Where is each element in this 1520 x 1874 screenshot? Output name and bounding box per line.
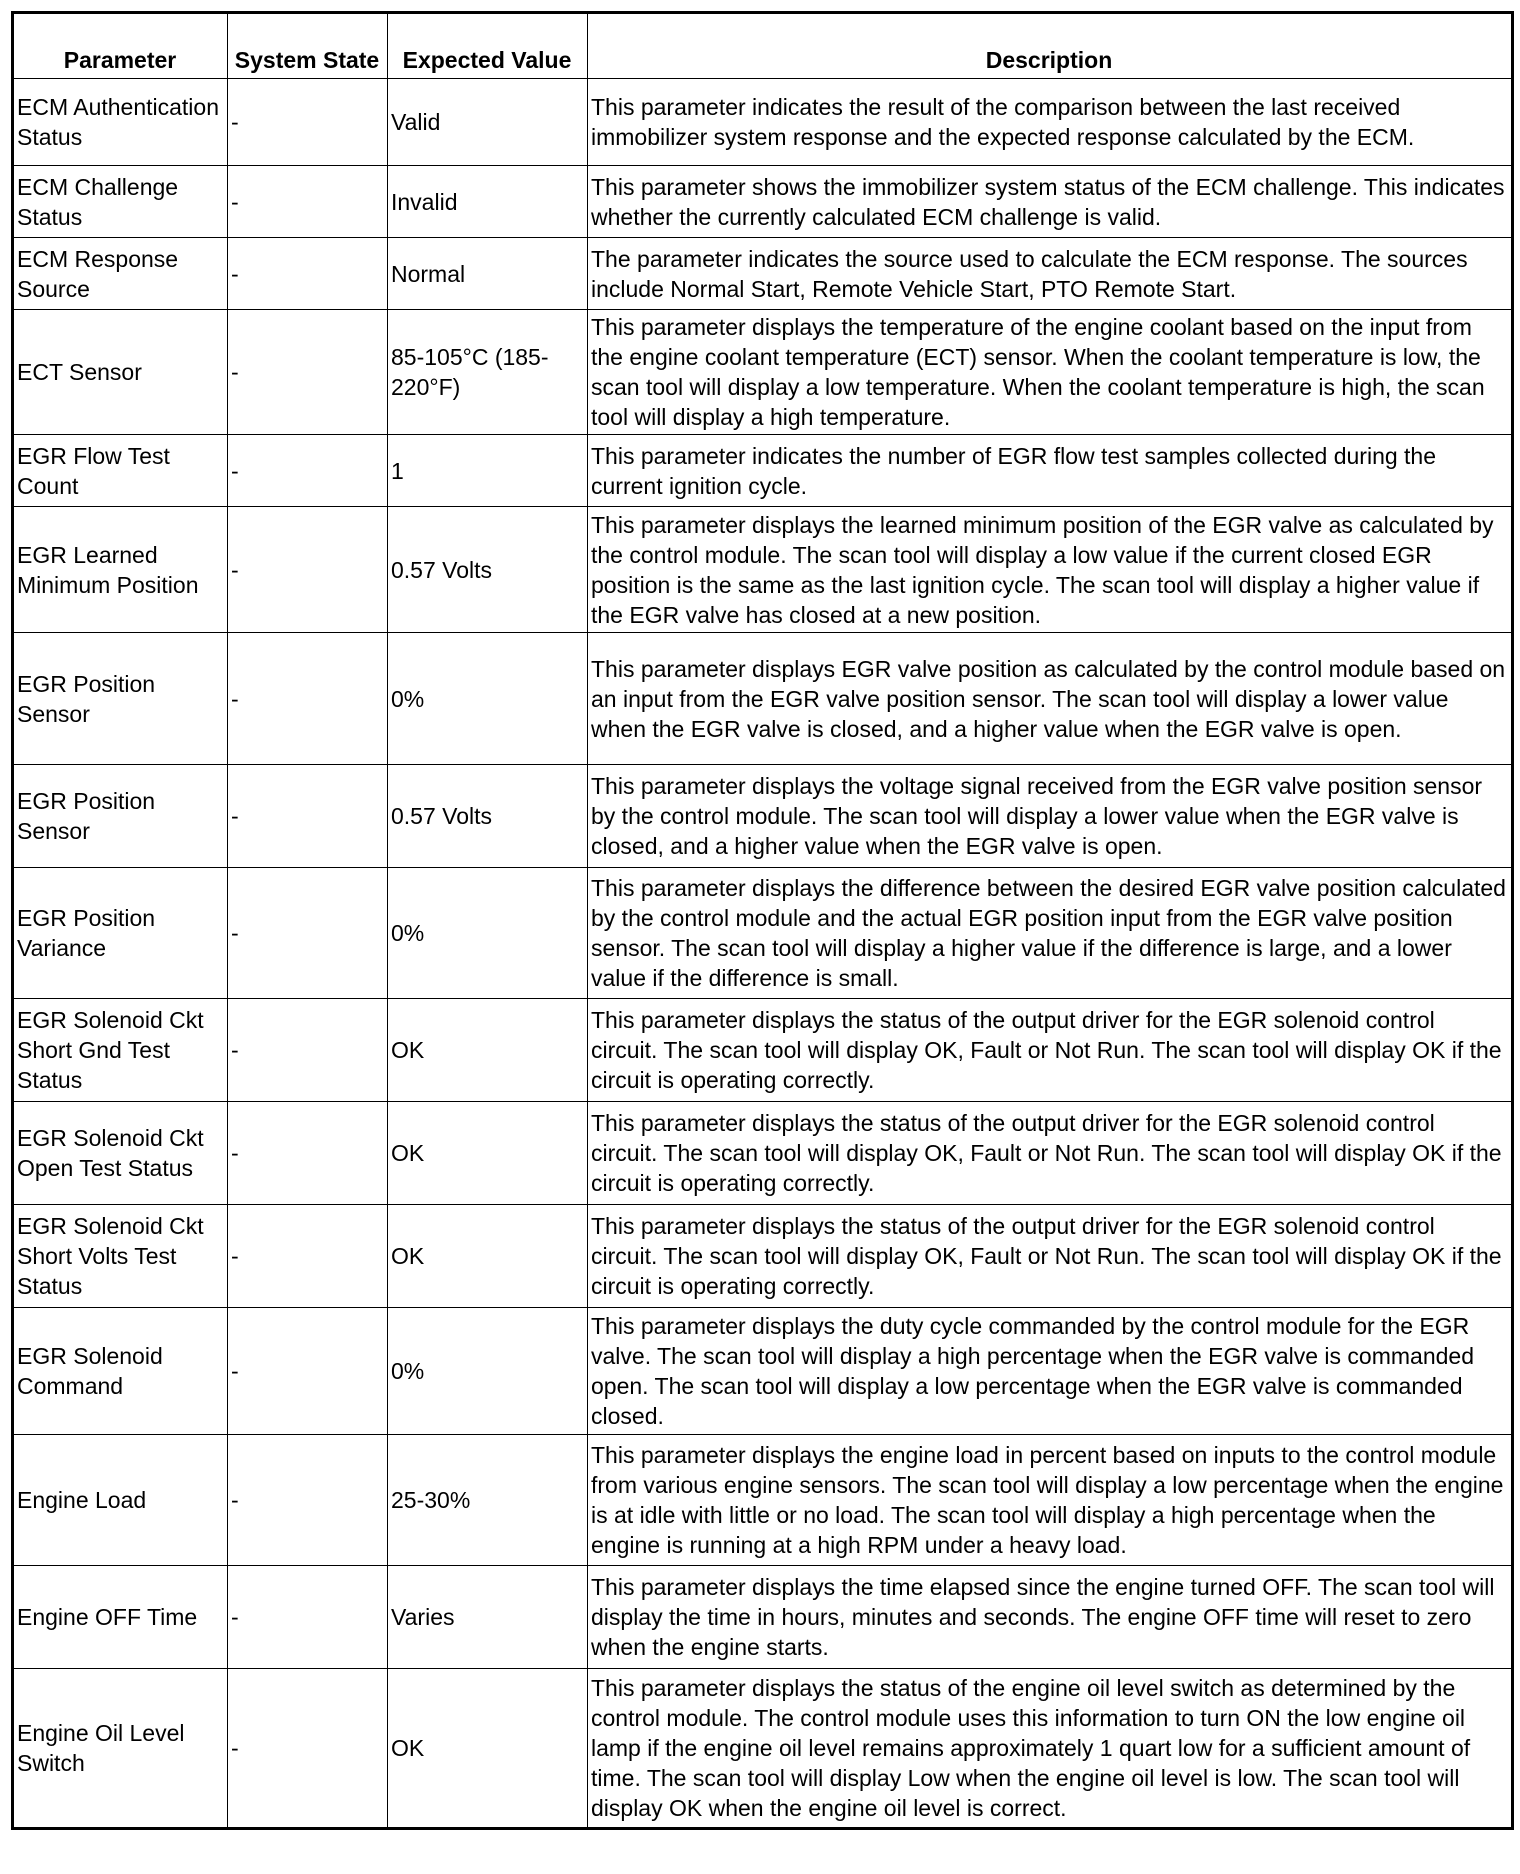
- system-state-cell: -: [228, 765, 388, 868]
- table-row: [13, 1566, 1513, 1669]
- system-state-cell: -: [228, 435, 388, 507]
- expected-value-cell: Valid: [388, 79, 588, 166]
- expected-value-cell: 0%: [388, 633, 588, 765]
- expected-value-cell: 1: [388, 435, 588, 507]
- parameter-cell: ECT Sensor: [13, 310, 228, 435]
- expected-value-cell: OK: [388, 1102, 588, 1205]
- system-state-cell: -: [228, 633, 388, 765]
- expected-value-cell: 0.57 Volts: [388, 765, 588, 868]
- parameter-cell: Engine OFF Time: [13, 1566, 228, 1669]
- parameter-cell: EGR Position Variance: [13, 868, 228, 999]
- table-row: [13, 507, 1513, 633]
- description-cell: This parameter displays the status of the output driver for the EGR solenoid control circuit. The scan tool will display OK, Fault or Not Run. The scan tool will display OK if the circuit is operating correctly.: [588, 1205, 1513, 1308]
- description-cell: The parameter indicates the source used to calculate the ECM response. The sources include Normal Start, Remote Vehicle Start, PTO Remote Start.: [588, 238, 1513, 310]
- system-state-cell: -: [228, 310, 388, 435]
- parameter-cell: ECM Challenge Status: [13, 166, 228, 238]
- table-row: [13, 1102, 1513, 1205]
- description-cell: This parameter displays the engine load in percent based on inputs to the control module from various engine sensors. The scan tool will display a low percentage when the engine is at idle with little or no load. The scan tool will display a high percentage when the engine is running at a high RPM under a heavy load.: [588, 1435, 1513, 1566]
- header-row: [13, 13, 1513, 79]
- expected-value-cell: 0%: [388, 868, 588, 999]
- description-cell: This parameter displays the learned minimum position of the EGR valve as calculated by the control module. The scan tool will display a low value if the current closed EGR position is the same as the last ignition cycle. The scan tool will display a higher value if the EGR valve has closed at a new position.: [588, 507, 1513, 633]
- description-cell: This parameter displays the status of the output driver for the EGR solenoid control circuit. The scan tool will display OK, Fault or Not Run. The scan tool will display OK if the circuit is operating correctly.: [588, 1102, 1513, 1205]
- description-cell: This parameter displays the voltage signal received from the EGR valve position sensor by the control module. The scan tool will display a lower value when the EGR valve is closed, and a higher value when the EGR valve is open.: [588, 765, 1513, 868]
- table-row: [13, 238, 1513, 310]
- expected-value-cell: Normal: [388, 238, 588, 310]
- table-row: [13, 633, 1513, 765]
- parameter-cell: ECM Authentication Status: [13, 79, 228, 166]
- parameter-table: [11, 11, 1514, 1830]
- parameter-cell: EGR Solenoid Ckt Short Volts Test Status: [13, 1205, 228, 1308]
- system-state-cell: -: [228, 1308, 388, 1435]
- description-cell: This parameter shows the immobilizer system status of the ECM challenge. This indicates whether the currently calculated ECM challenge is valid.: [588, 166, 1513, 238]
- parameter-cell: EGR Flow Test Count: [13, 435, 228, 507]
- table-row: [13, 1308, 1513, 1435]
- expected-value-cell: 0.57 Volts: [388, 507, 588, 633]
- system-state-cell: -: [228, 868, 388, 999]
- table-row: [13, 1435, 1513, 1566]
- header-expected-value: Expected Value: [388, 13, 588, 79]
- expected-value-cell: Invalid: [388, 166, 588, 238]
- system-state-cell: -: [228, 1102, 388, 1205]
- expected-value-cell: OK: [388, 1205, 588, 1308]
- header-system-state: System State: [228, 13, 388, 79]
- system-state-cell: -: [228, 79, 388, 166]
- expected-value-cell: Varies: [388, 1566, 588, 1669]
- expected-value-cell: OK: [388, 999, 588, 1102]
- system-state-cell: -: [228, 238, 388, 310]
- parameter-cell: EGR Solenoid Ckt Open Test Status: [13, 1102, 228, 1205]
- system-state-cell: -: [228, 1205, 388, 1308]
- table-row: [13, 765, 1513, 868]
- parameter-cell: ECM Response Source: [13, 238, 228, 310]
- table-row: [13, 868, 1513, 999]
- table-row: [13, 310, 1513, 435]
- parameter-table-page: [11, 11, 1511, 1865]
- table-row: [13, 166, 1513, 238]
- parameter-cell: Engine Load: [13, 1435, 228, 1566]
- expected-value-cell: 85-105°C (185-220°F): [388, 310, 588, 435]
- parameter-cell: Engine Oil Level Switch: [13, 1669, 228, 1829]
- description-cell: This parameter displays the status of the engine oil level switch as determined by the control module. The control module uses this information to turn ON the low engine oil lamp if the engine oil level remains approximately 1 quart low for a sufficient amount of time. The scan tool will display Low when the engine oil level is low. The scan tool will display OK when the engine oil level is correct.: [588, 1669, 1513, 1829]
- system-state-cell: -: [228, 166, 388, 238]
- table-row: [13, 79, 1513, 166]
- parameter-cell: EGR Solenoid Command: [13, 1308, 228, 1435]
- description-cell: This parameter displays the duty cycle commanded by the control module for the EGR valve. The scan tool will display a high percentage when the EGR valve is commanded open. The scan tool will display a low percentage when the EGR valve is commanded closed.: [588, 1308, 1513, 1435]
- table-row: [13, 1205, 1513, 1308]
- system-state-cell: -: [228, 507, 388, 633]
- description-cell: This parameter indicates the result of the comparison between the last received immobilizer system response and the expected response calculated by the ECM.: [588, 79, 1513, 166]
- system-state-cell: -: [228, 1669, 388, 1829]
- system-state-cell: -: [228, 999, 388, 1102]
- table-row: [13, 999, 1513, 1102]
- table-row: [13, 1669, 1513, 1829]
- description-cell: This parameter indicates the number of EGR flow test samples collected during the current ignition cycle.: [588, 435, 1513, 507]
- system-state-cell: -: [228, 1435, 388, 1566]
- parameter-cell: EGR Position Sensor: [13, 633, 228, 765]
- expected-value-cell: OK: [388, 1669, 588, 1829]
- header-parameter: Parameter: [13, 13, 228, 79]
- parameter-cell: EGR Position Sensor: [13, 765, 228, 868]
- system-state-cell: -: [228, 1566, 388, 1669]
- table-row: [13, 435, 1513, 507]
- description-cell: This parameter displays EGR valve position as calculated by the control module based on an input from the EGR valve position sensor. The scan tool will display a lower value when the EGR valve is closed, and a higher value when the EGR valve is open.: [588, 633, 1513, 765]
- description-cell: This parameter displays the status of the output driver for the EGR solenoid control circuit. The scan tool will display OK, Fault or Not Run. The scan tool will display OK if the circuit is operating correctly.: [588, 999, 1513, 1102]
- header-description: Description: [588, 13, 1513, 79]
- expected-value-cell: 0%: [388, 1308, 588, 1435]
- expected-value-cell: 25-30%: [388, 1435, 588, 1566]
- description-cell: This parameter displays the temperature of the engine coolant based on the input from the engine coolant temperature (ECT) sensor. When the coolant temperature is low, the scan tool will display a low temperature. When the coolant temperature is high, the scan tool will display a high temperature.: [588, 310, 1513, 435]
- description-cell: This parameter displays the difference between the desired EGR valve position calculated by the control module and the actual EGR position input from the EGR valve position sensor. The scan tool will display a higher value if the difference is large, and a lower value if the difference is small.: [588, 868, 1513, 999]
- description-cell: This parameter displays the time elapsed since the engine turned OFF. The scan tool will display the time in hours, minutes and seconds. The engine OFF time will reset to zero when the engine starts.: [588, 1566, 1513, 1669]
- parameter-cell: EGR Solenoid Ckt Short Gnd Test Status: [13, 999, 228, 1102]
- parameter-cell: EGR Learned Minimum Position: [13, 507, 228, 633]
